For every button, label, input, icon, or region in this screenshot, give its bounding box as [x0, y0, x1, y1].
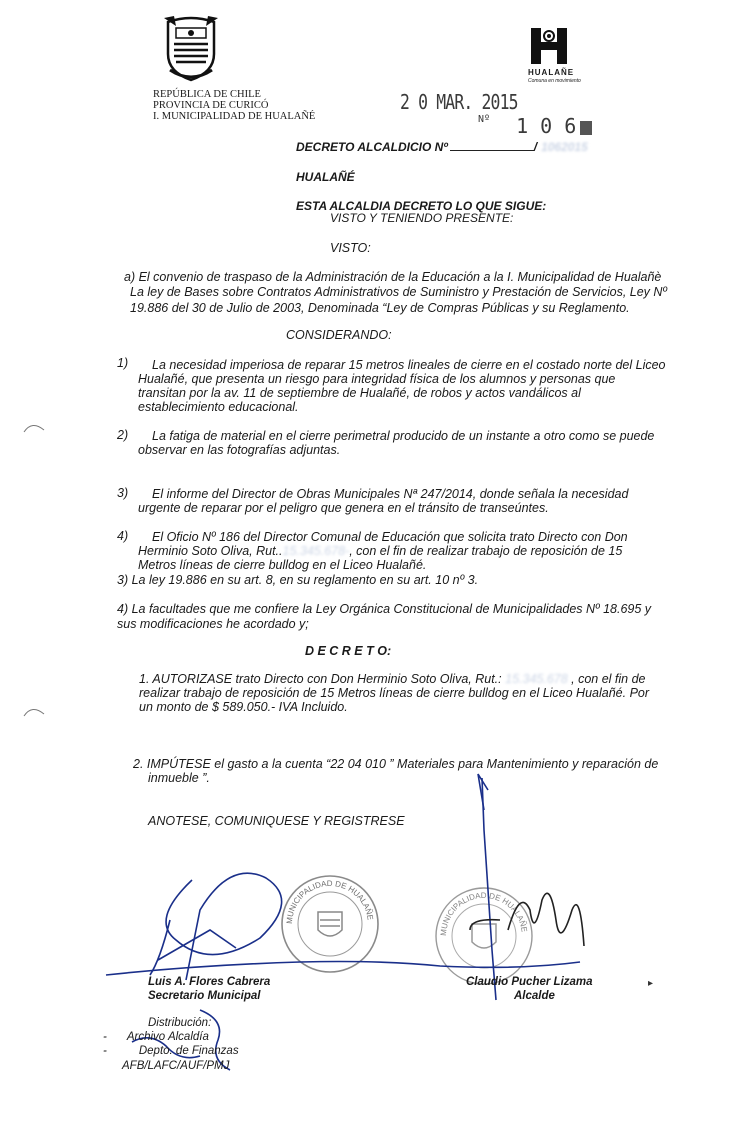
- header-line-province: PROVINCIA DE CURICÓ: [153, 100, 269, 111]
- decree-place: HUALAÑÉ: [296, 170, 355, 184]
- clause-line: establecimiento educacional.: [138, 400, 299, 414]
- margin-mark: ▸: [648, 978, 654, 989]
- clause-line: urgente de reparar por el peligro que genera en el tránsito de transeúntes.: [138, 501, 549, 515]
- visto-line: 19.886 del 30 de Julio de 2003, Denominada “Ley de Compras Públicas y su Reglamento.: [130, 301, 630, 315]
- clause-number: 2): [117, 428, 129, 442]
- clause-line: La necesidad imperiosa de reparar 15 metros lineales de cierre en el costado norte del Liceo: [152, 358, 666, 372]
- clause-number: 4): [117, 529, 129, 543]
- decree-article: 1. AUTORIZASE trato Directo con Don Herminio Soto Oliva, Rut.: 15.345.678 , con el fin de: [139, 672, 646, 686]
- clause-number: 3): [117, 486, 129, 500]
- seal-text: MUNICIPALIDAD DE HUALAÑE: [438, 890, 529, 937]
- considerando-heading: CONSIDERANDO:: [286, 328, 392, 342]
- logo-text: HUALAÑE: [528, 68, 575, 77]
- clause-line: La fatiga de material en el cierre perimetral producido de un instante a otro como se puede: [152, 429, 655, 443]
- punch-hole-mark: [22, 418, 48, 438]
- clause-line: sus modificaciones he acordado y;: [117, 617, 309, 631]
- punch-hole-mark: [22, 702, 48, 722]
- distribution-item: - Archivo Alcaldía: [103, 1031, 209, 1043]
- hualane-logo-icon: [525, 26, 573, 66]
- signatory-right-role: Alcalde: [514, 990, 555, 1002]
- clause-line: Hualañé, que presenta un riesgo para integridad física de los alumnos y personas que: [138, 372, 616, 386]
- clause-number: 1): [117, 356, 129, 370]
- clause-line: El Oficio Nº 186 del Director Comunal de Educación que solicita trato Directo con Don: [152, 530, 628, 544]
- clause-line: Metros líneas de cierre bulldog en el Liceo Hualañé.: [138, 558, 427, 572]
- signatory-left-role: Secretario Municipal: [148, 990, 261, 1002]
- signatory-right-name: Claudio Pucher Lizama: [466, 976, 593, 988]
- header-line-municipality: I. MUNICIPALIDAD DE HUALAÑÉ: [153, 111, 316, 122]
- clause-line: 3) La ley 19.886 en su art. 8, en su reglamento en su art. 10 nº 3.: [117, 573, 479, 587]
- number-stamp: $^{Nº}$ 1 0 6: [478, 114, 592, 138]
- header-line-republic: REPÚBLICA DE CHILE: [153, 89, 261, 100]
- clause-line: observar en las fotografías adjuntas.: [138, 443, 341, 457]
- visto-heading: VISTO:: [330, 241, 371, 255]
- clause-line: El informe del Director de Obras Municipales Nª 247/2014, donde señala la necesidad: [152, 487, 629, 501]
- date-stamp: 2 0 MAR. 2015: [400, 90, 518, 114]
- visto-line: La ley de Bases sobre Contratos Administrativos de Suministro y Prestación de Servicios, Ley Nº: [130, 285, 667, 299]
- logo-subtext: Comuna en movimiento: [528, 78, 581, 84]
- visto-line: a) El convenio de traspaso de la Administración de la Educación a la I. Municipalidad de Hualañè: [124, 270, 662, 284]
- decree-article: realizar trabajo de reposición de 15 Metros líneas de cierre bulldog en el Liceo Hualañé. Por: [139, 686, 650, 700]
- signatory-left-name: Luis A. Flores Cabrera: [148, 976, 271, 988]
- decree-article: un monto de $ 589.050.- IVA Incluido.: [139, 700, 348, 714]
- distribution-item: - Depto. de Finanzas: [103, 1045, 239, 1057]
- clause-line: 4) La facultades que me confiere la Ley Orgánica Constitucional de Municipalidades Nº 18.695 y: [117, 602, 652, 616]
- municipal-crest-icon: [160, 14, 222, 82]
- seal-text: MUNICIPALIDAD DE HUALAÑE: [284, 878, 375, 925]
- clause-line: Herminio Soto Oliva, Rut..15.345.678-, con el fin de realizar trabajo de reposición de 15: [138, 544, 623, 558]
- distribution-heading: Distribución:: [148, 1017, 212, 1029]
- decree-intro-2: VISTO Y TENIENDO PRESENTE:: [330, 211, 514, 225]
- clause-line: transitan por la av. 11 de septiembre de Hualañé, de robos y actos vandálicos al: [138, 386, 581, 400]
- decreto-heading: D E C R E T O:: [305, 644, 392, 658]
- decree-article: inmueble ”.: [148, 771, 210, 785]
- decree-article: 2. IMPÚTESE el gasto a la cuenta “22 04 010 ” Materiales para Mantenimiento y reparación de: [133, 757, 659, 771]
- closing-formula: ANOTESE, COMUNIQUESE Y REGISTRESE: [148, 814, 405, 828]
- decree-intro: ESTA ALCALDIA DECRETO LO QUE SIGUE:: [296, 199, 547, 213]
- distribution-refs: AFB/LAFC/AUF/PMJ: [122, 1060, 230, 1072]
- decree-title: DECRETO ALCALDICIO Nº / 1062015: [296, 140, 588, 154]
